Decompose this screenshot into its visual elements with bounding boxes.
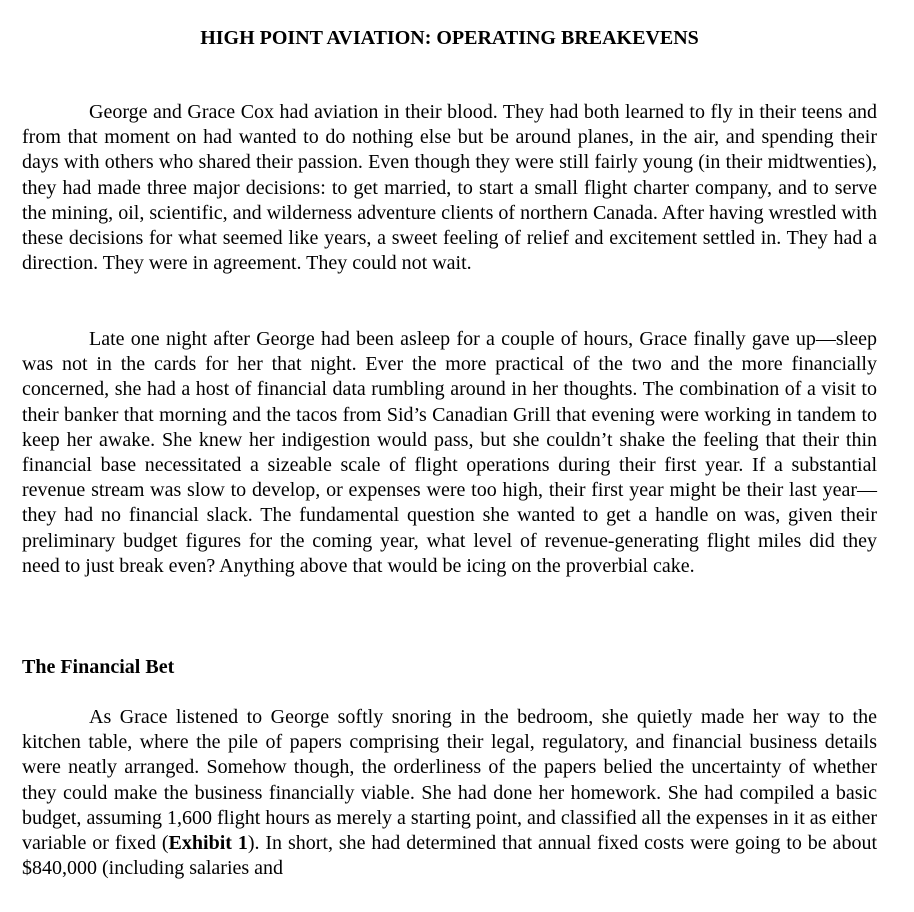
paragraph-intro: George and Grace Cox had aviation in their blood. They had both learned to fly in their teens and from that moment on had wanted to do nothing else but be around planes, in the air, and spending their days with others who shared their passion. Even though they were still fairly young (in their midtwenties), they had made three major decisions: to get married, to start a small flight charter company, and to serve the mining, oil, scientific, and wilderness adventure clients of northern Canada. After having wrestled with these decisions for what seemed like years, a sweet feeling of relief and excitement settled in. They had a direction. They were in agreement. They could not wait. [22, 101, 877, 275]
paragraph-financial-bet [22, 705, 877, 881]
paragraph-late-night: Late one night after George had been asleep for a couple of hours, Grace finally gave up—sleep was not in the cards for her that night. Ever the more practical of the two and the more financially concerned, she had a host of financial data rumbling around in her thoughts. The combination of a visit to their banker that morning and the tacos from Sid’s Canadian Grill that evening were working in tandem to keep her awake. She knew her indigestion would pass, but she couldn’t shake the feeling that their thin financial base necessitated a sizeable scale of flight operations during their first year. If a substantial revenue stream was slow to develop, or expenses were too high, their first year might be their last year—they had no financial slack. The fundamental question she wanted to get a handle on was, given their preliminary budget figures for the coming year, what level of revenue-generating flight miles did they need to just break even? Anything above that would be icing on the proverbial cake. [22, 328, 877, 577]
document-title: HIGH POINT AVIATION: OPERATING BREAKEVENS [200, 27, 699, 49]
paragraph-text-before-exhibit: As Grace listened to George softly snoring in the bedroom, she quietly made her way to the kitchen table, where the pile of papers comprising their legal, regulatory, and financial business details were neatly arranged. Somehow though, the orderliness of the papers belied the uncertainty of whether they could make the business financially viable. She had done her homework. She had compiled a basic budget, assuming 1,600 flight hours as merely a starting point, and classified all the expenses in it as either variable or fixed ( [22, 706, 877, 855]
section-heading-financial-bet: The Financial Bet [22, 656, 175, 678]
exhibit-reference: Exhibit 1 [168, 832, 248, 855]
paragraph-text-after-exhibit: ). In short, she had determined that annual fixed costs were going to be about $840,000 (including salaries and [22, 832, 877, 880]
